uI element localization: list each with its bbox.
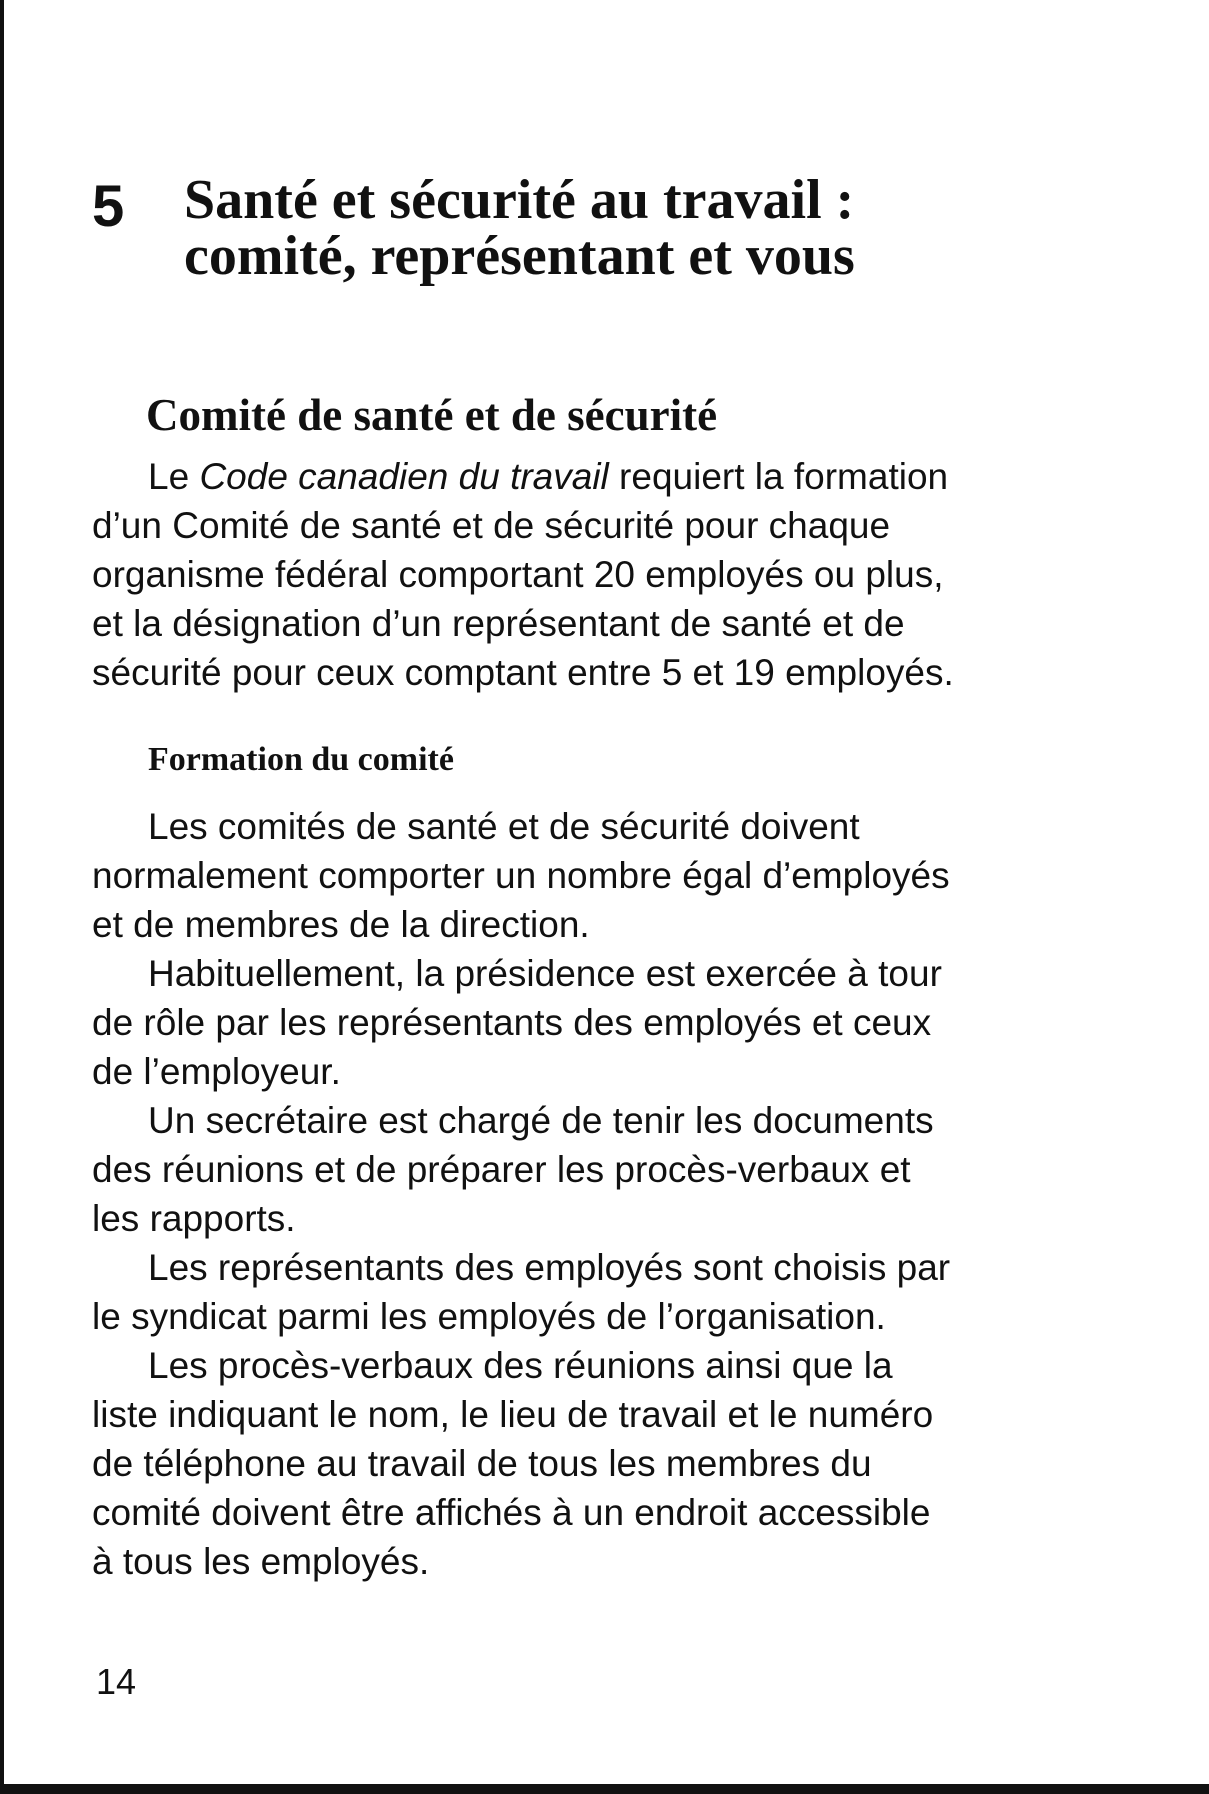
intro-line-1 [92,452,1122,501]
paragraph-line: de rôle par les représentants des employés et ceux [92,1002,932,1043]
scan-left-edge [0,0,4,1794]
section-heading: Comité de santé et de sécurité [146,390,718,440]
intro-line: organisme fédéral comportant 20 employés ou plus, [92,554,944,595]
code-title: Code canadien du travail [199,456,609,497]
paragraph-line: Les représentants des employés sont choisis par [148,1247,951,1288]
paragraph-line: Habituellement, la présidence est exercée à tour [148,953,942,994]
intro-line: d’un Comité de santé et de sécurité pour chaque [92,505,891,546]
chapter-number: 5 [92,174,125,239]
paragraph-line: les rapports. [92,1198,296,1239]
paragraph-line: normalement comporter un nombre égal d’employés [92,855,950,896]
chapter-title [184,169,855,287]
paragraph-line: Les procès-verbaux des réunions ainsi que la [148,1345,893,1386]
subsection-heading: Formation du comité [148,741,454,778]
intro-paragraph [92,452,1122,697]
paragraph-line: et de membres de la direction. [92,904,590,945]
intro-line: sécurité pour ceux comptant entre 5 et 19 employés. [92,652,954,693]
paragraph-line: Un secrétaire est chargé de tenir les documents [148,1100,934,1141]
paragraph-line: de l’employeur. [92,1051,341,1092]
paragraph-line: de téléphone au travail de tous les membres du [92,1443,872,1484]
paragraph-line: liste indiquant le nom, le lieu de travail et le numéro [92,1394,934,1435]
page-number: 14 [96,1661,137,1702]
chapter-title-line-2: comité, représentant et vous [184,225,855,287]
intro-prefix: Le [148,456,200,497]
chapter-title-line-1: Santé et sécurité au travail : [184,169,855,231]
paragraph-line: le syndicat parmi les employés de l’organisation. [92,1296,886,1337]
intro-line: et la désignation d’un représentant de santé et de [92,603,905,644]
scan-bottom-edge [0,1784,1209,1794]
intro-line-1-rest: requiert la formation [608,456,949,497]
committee-formation-text [92,802,1122,1586]
paragraph-line: à tous les employés. [92,1541,430,1582]
paragraph-line: des réunions et de préparer les procès-verbaux et [92,1149,911,1190]
paragraph-line: comité doivent être affichés à un endroit accessible [92,1492,931,1533]
paragraph-line: Les comités de santé et de sécurité doivent [148,806,860,847]
